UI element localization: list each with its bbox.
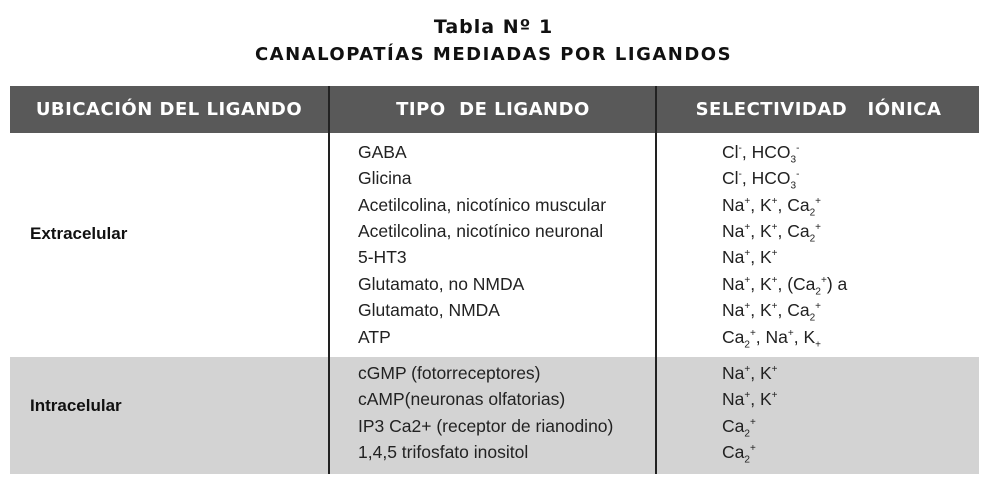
column-divider-2 (655, 86, 657, 474)
ligand-cell: Glicina (358, 168, 412, 188)
selectivity-cell: Cl-, $HCO_3^-$ (722, 142, 800, 166)
ligand-cell: cGMP (fotorreceptores) (358, 363, 541, 383)
ligand-cell: Glutamato, NMDA (358, 300, 500, 320)
header-ion-selectivity: SELECTIVIDAD IÓNICA (695, 99, 942, 120)
column-divider-1 (328, 86, 330, 474)
selectivity-cell: Na+, K+, $Ca_2^+$ (722, 221, 821, 245)
header-location: UBICACIÓN DEL LIGANDO (35, 99, 303, 120)
location-extracelular: Extracelular (30, 224, 128, 243)
selectivity-cell: $Ca_2^+$ (722, 416, 756, 440)
selectivity-cell: Cl-, $HCO_3^-$ (722, 168, 800, 192)
ligand-cell: Glutamato, no NMDA (358, 274, 525, 294)
ligand-cell: Acetilcolina, nicotínico neuronal (358, 221, 604, 241)
table-subtitle: CANALOPATÍAS MEDIADAS POR LIGANDOS (254, 44, 733, 65)
ligand-cell: IP3 Ca2+ (receptor de rianodino) (358, 416, 614, 436)
ligand-cell: ATP (358, 327, 391, 347)
table-title: Tabla Nº 1 (433, 16, 554, 38)
location-intracelular: Intracelular (30, 396, 122, 415)
selectivity-cell: Na+, K+ (722, 389, 778, 409)
selectivity-cell: Na+, K+, $Ca_2^+$ (722, 195, 821, 219)
selectivity-cell: Na+, K+ (722, 363, 778, 383)
ligand-cell: Acetilcolina, nicotínico muscular (358, 195, 607, 215)
selectivity-cell: Na+, K+, $(Ca_2^+)$ a (722, 274, 848, 298)
selectivity-cell: $Ca_2^+$, Na+, $K_+$ (722, 327, 821, 351)
ligand-cell: GABA (358, 142, 407, 162)
header-ligand-type: TIPO DE LIGANDO (396, 99, 590, 120)
selectivity-cell: Na+, K+, $Ca_2^+$ (722, 300, 821, 324)
selectivity-cell: $Ca_2^+$ (722, 442, 756, 466)
table-header (10, 86, 979, 133)
ligand-cell: cAMP(neuronas olfatorias) (358, 389, 566, 409)
ligand-cell: 1,4,5 trifosfato inositol (358, 442, 529, 462)
ligand-cell: 5-HT3 (358, 247, 407, 267)
selectivity-cell: Na+, K+ (722, 247, 778, 267)
